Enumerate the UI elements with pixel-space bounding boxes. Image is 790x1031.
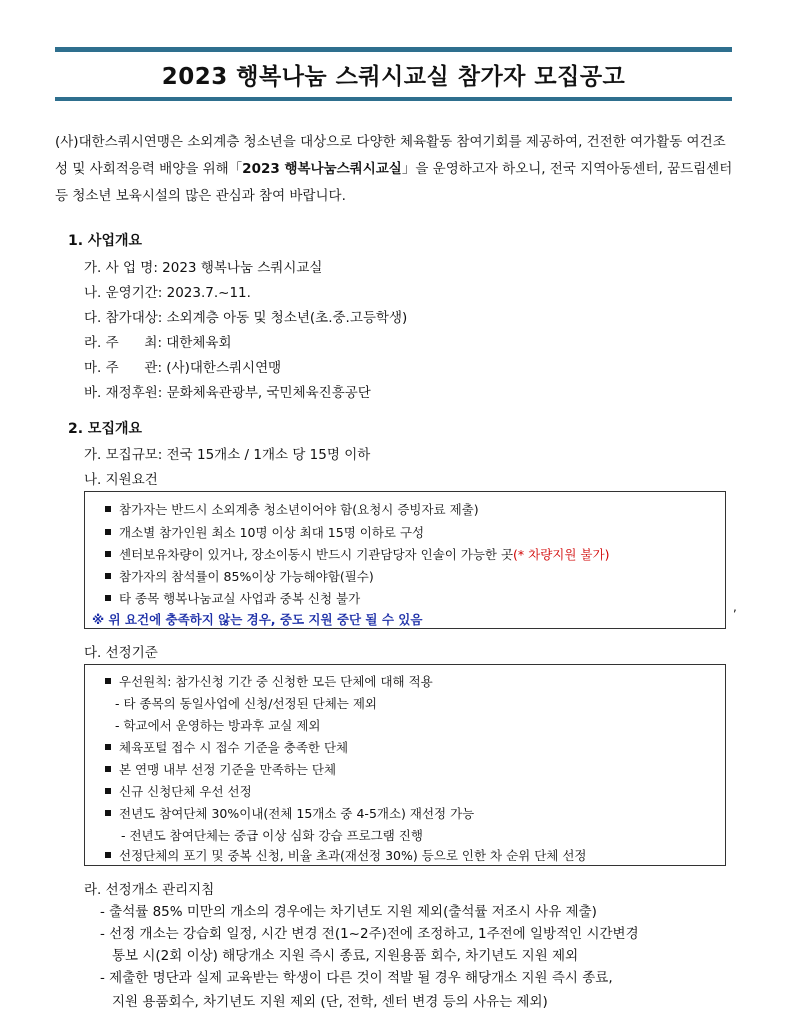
criteria-item: 전년도 참여단체 30%이내(전체 15개소 중 4-5개소) 재선정 가능 [105, 804, 474, 822]
criteria-subitem: - 전년도 참여단체는 중급 이상 심화 강습 프로그램 진행 [121, 828, 423, 843]
management-item-cont: 지원 용품회수, 차기년도 지원 제외 (단, 전학, 센터 변경 등의 사유는 제외) [112, 994, 548, 1010]
criteria-subitem: - 타 종목의 동일사업에 신청/선정된 단체는 제외 [115, 696, 377, 711]
requirements-box [84, 491, 726, 629]
section2-heading: 2. 모집개요 [68, 421, 143, 437]
criteria-subitem: - 학교에서 운영하는 방과후 교실 제외 [115, 718, 321, 733]
bullet-icon [105, 595, 111, 601]
criteria-item: 신규 신청단체 우선 선정 [105, 782, 252, 800]
criteria-item: 우선원칙: 참가신청 기간 중 신청한 모든 단체에 대해 적용 [105, 672, 433, 690]
management-item-cont: 통보 시(2회 이상) 해당개소 지원 즉시 종료, 지원용품 회수, 차기년도 지원 제외 [112, 948, 579, 964]
requirements-label: 나. 지원요건 [84, 472, 158, 488]
section1-item: 다. 참가대상: 소외계층 아동 및 청소년(초.중.고등학생) [84, 310, 408, 326]
criteria-item: 선정단체의 포기 및 중복 신청, 비율 초과(재선정 30%) 등으로 인한 차 순위 단체 선정 [105, 846, 587, 864]
title-top-rule [55, 47, 732, 52]
intro-text-1: (사)대한스쿼시연맹은 소외계층 청소년을 대상으로 다양한 체육활동 참여기회를 제공하여, 건전한 여가활동 여건조성 및 사회적응력 배양을 위해「 [55, 134, 726, 177]
recruit-scale: 가. 모집규모: 전국 15개소 / 1개소 당 15명 이하 [84, 447, 371, 463]
requirement-item: 참가자는 반드시 소외계층 청소년이어야 함(요청시 증빙자료 제출) [105, 500, 479, 518]
vehicle-warning: (* 차량지원 불가) [513, 547, 610, 562]
page-title: 2023 행복나눔 스쿼시교실 참가자 모집공고 [161, 64, 626, 90]
criteria-item: 본 연맹 내부 선정 기준을 만족하는 단체 [105, 760, 336, 778]
management-item: - 제출한 명단과 실제 교육받는 학생이 다른 것이 적발 될 경우 해당개소 지원 즉시 종료, [100, 970, 613, 986]
section1-item: 바. 재정후원: 문화체육관광부, 국민체육진흥공단 [84, 385, 371, 401]
requirement-item: 타 종목 행복나눔교실 사업과 중복 신청 불가 [105, 589, 360, 607]
requirements-note: ※ 위 요건에 충족하지 않는 경우, 중도 지원 중단 될 수 있음 [92, 612, 423, 627]
bullet-icon [105, 744, 111, 750]
requirement-item: 센터보유차량이 있거나, 장소이동시 반드시 기관담당자 인솔이 가능한 곳(* 차량지원 불가) [105, 545, 609, 563]
intro-program-name: 2023 행복나눔스쿼시교실 [242, 161, 402, 177]
bullet-icon [105, 766, 111, 772]
intro-text-2: 」을 운영하고자 하오니, 전국 지역아동센터, 꿈드림센터 등 청소년 보육시설의 많은 관심과 참여 바랍니다. [55, 161, 733, 204]
requirement-item: 참가자의 참석률이 85%이상 가능해야함(필수) [105, 567, 374, 585]
intro-paragraph [55, 129, 736, 210]
bullet-icon [105, 551, 111, 557]
management-item: - 선정 개소는 강습회 일정, 시간 변경 전(1~2주)전에 조정하고, 1주전에 일방적인 시간변경 [100, 926, 639, 942]
bullet-icon [105, 678, 111, 684]
section1-item: 가. 사 업 명: 2023 행복나눔 스쿼시교실 [84, 260, 323, 276]
bullet-icon [105, 852, 111, 858]
management-item: - 출석률 85% 미만의 개소의 경우에는 차기년도 지원 제외(출석률 저조시 사유 제출) [100, 904, 597, 920]
section1-item: 라. 주 최: 대한체육회 [84, 335, 232, 351]
title-bottom-rule [55, 97, 732, 101]
criteria-label: 다. 선정기준 [84, 645, 158, 661]
bullet-icon [105, 788, 111, 794]
section1-heading: 1. 사업개요 [68, 233, 143, 249]
management-label: 라. 선정개소 관리지침 [84, 882, 215, 898]
section1-item: 마. 주 관: (사)대한스쿼시연맹 [84, 360, 282, 376]
stray-comma: , [733, 600, 737, 614]
section1-item: 나. 운영기간: 2023.7.~11. [84, 285, 251, 301]
criteria-item: 체육포털 접수 시 접수 기준을 충족한 단체 [105, 738, 348, 756]
criteria-box [84, 664, 726, 866]
bullet-icon [105, 573, 111, 579]
bullet-icon [105, 529, 111, 535]
requirement-item: 개소별 참가인원 최소 10명 이상 최대 15명 이하로 구성 [105, 523, 424, 541]
bullet-icon [105, 506, 111, 512]
bullet-icon [105, 810, 111, 816]
